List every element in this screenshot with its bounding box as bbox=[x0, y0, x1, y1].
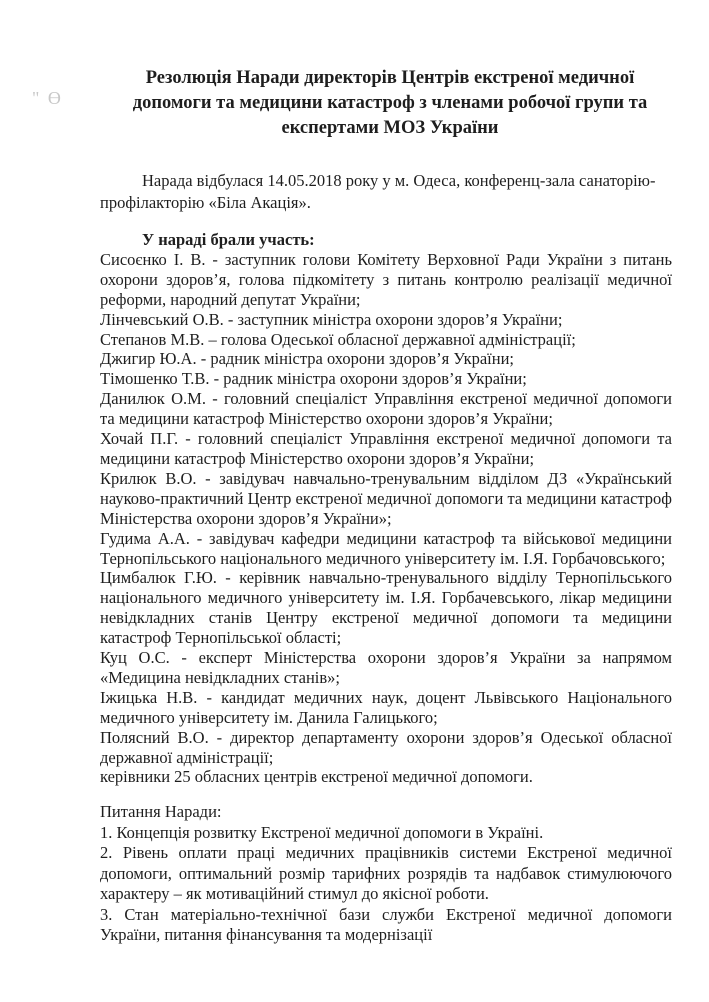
intro-line-2: профілакторію «Біла Акація». bbox=[100, 193, 311, 212]
participant-item: Полясний В.О. - директор департаменту охорони здоров’я Одеської обласної державної адміністрації; bbox=[100, 727, 672, 767]
title-line-1: Резолюція Наради директорів Центрів екстреної медичної bbox=[145, 68, 635, 88]
participant-item: Степанов М.В. – голова Одеської обласної державної адміністрації; bbox=[100, 329, 576, 349]
participant-item: Сисоєнко І. В. - заступник голови Комітету Верховної Ради України з питань охорони здоров’я, голова підкомітету з питань контролю реалізації медичної реформи, народний депутат України; bbox=[100, 249, 672, 309]
participant-item: Куц О.С. - експерт Міністерства охорони здоров’я України за напрямом «Медицина невідкладних станів»; bbox=[100, 648, 672, 687]
faint-corner-mark: " Ɵ bbox=[32, 88, 63, 108]
title-line-2: допомоги та медицини катастроф з членами робочої групи та bbox=[132, 93, 648, 113]
agenda-section bbox=[100, 802, 672, 946]
agenda-item: 1. Концепція розвитку Екстреної медичної допомоги в Україні. bbox=[100, 822, 544, 842]
participants-section bbox=[100, 230, 672, 787]
participant-item: Хочай П.Г. - головний спеціаліст Управління екстреної медичної допомоги та медицини катастроф Міністерство охорони здоров’я України; bbox=[100, 429, 672, 468]
participant-item: Гудима А.А. - завідувач кафедри медицини катастроф та військової медицини Тернопільського національного медичного університету ім. І.Я. Горбачовського; bbox=[100, 528, 672, 568]
participant-item: Цимбалюк Г.Ю. - керівник навчально-тренувального відділу Тернопільського національного медичного університету ім. І.Я. Горбачевського, лікар медицини невідкладних станів Центру екстреної медичної допомоги та медицини катастроф Тернопільської області; bbox=[100, 568, 672, 648]
participant-item: Тімошенко Т.В. - радник міністра охорони здоров’я України; bbox=[100, 369, 527, 389]
participant-item: Джигир Ю.А. - радник міністра охорони здоров’я України; bbox=[100, 349, 514, 369]
participant-item: Крилюк В.О. - завідувач навчально-тренувальним відділом ДЗ «Український науково-практичний Центр екстреної медичної допомоги та медицини катастроф Міністерства охорони здоров’я України»; bbox=[100, 468, 672, 528]
participant-item: Данилюк О.М. - головний спеціаліст Управління екстреної медичної допомоги та медицини катастроф Міністерство охорони здоров’я України; bbox=[100, 389, 672, 429]
intro-line-1: Нарада відбулася 14.05.2018 року у м. Одеса, конференц-зала санаторію- bbox=[142, 171, 656, 190]
agenda-item: 3. Стан матеріально-технічної бази служби Екстреної медичної допомоги України, питання фінансування та модернізації bbox=[100, 904, 672, 944]
participants-heading: У нараді брали участь: bbox=[142, 230, 315, 249]
agenda-item: 2. Рівень оплати праці медичних працівників системи Екстреної медичної допомоги, оптимальний розмір тарифних розрядів та надбавок стимулюючого характеру – як мотиваційний стимул до якісної роботи. bbox=[100, 843, 672, 903]
participant-item: Іжицька Н.В. - кандидат медичних наук, доцент Львівського Національного медичного університету ім. Данила Галицького; bbox=[100, 687, 672, 727]
agenda-heading: Питання Наради: bbox=[100, 802, 222, 821]
document-title bbox=[110, 66, 670, 141]
participant-item: керівники 25 обласних центрів екстреної медичної допомоги. bbox=[100, 767, 533, 787]
participant-item: Лінчевський О.В. - заступник міністра охорони здоров’я України; bbox=[100, 309, 563, 329]
title-line-3: експертами МОЗ України bbox=[281, 118, 499, 138]
meeting-intro bbox=[100, 170, 660, 214]
